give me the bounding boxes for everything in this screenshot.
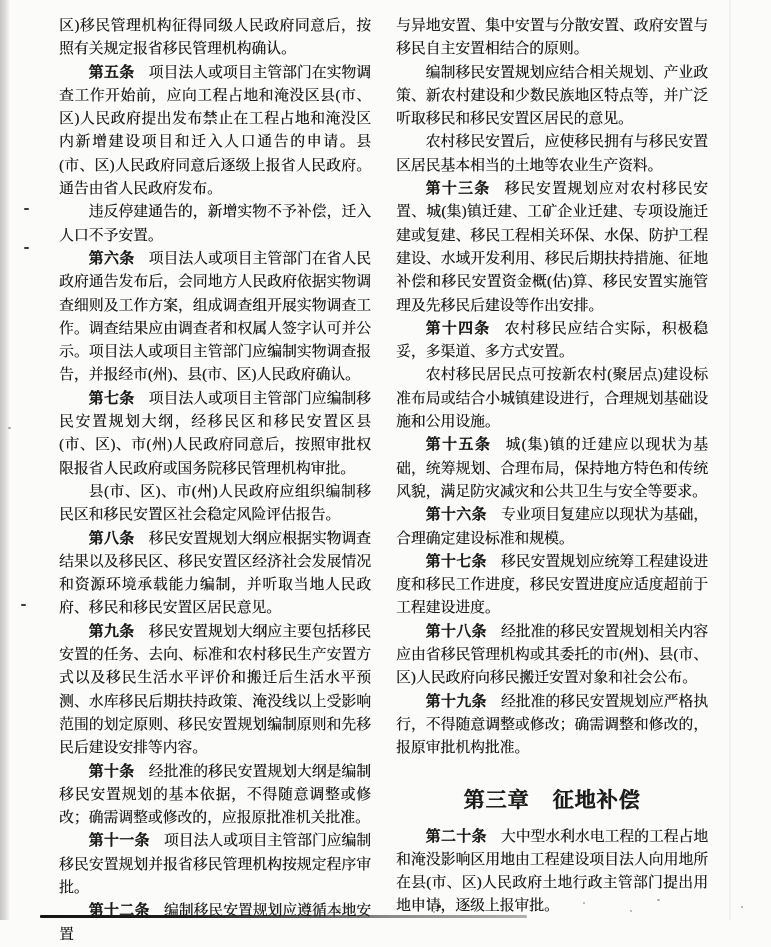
paragraph-text: 项目法人或项目主管部门在实物调查工作开始前，应向工程占地和淹没区县(市、区)人民政府提出发布禁止在工程占地和淹没区内新增建设项目和迁入人口通告的申请。县(市、区)人民政府同意后逐级上报省人民政府。通告由省人民政府发布。 <box>59 64 371 198</box>
paragraph-text: 农村移民安置后，应使移民拥有与移民安置区居民基本相当的土地等农业生产资料。 <box>396 134 708 174</box>
paragraph <box>396 364 708 434</box>
ink-speck <box>24 247 29 249</box>
article-number: 第八条 <box>88 530 135 547</box>
article-paragraph <box>59 621 371 761</box>
paragraph-text: 编制移民安置规划应遵循本地安置 <box>59 903 372 943</box>
ink-speck <box>8 427 11 429</box>
ink-speck <box>741 906 743 908</box>
paragraph-text: 与异地安置、集中安置与分散安置、政府安置与移民自主安置相结合的原则。 <box>396 18 708 58</box>
paragraph <box>59 201 371 248</box>
article-number: 第十三条 <box>425 181 491 198</box>
article-paragraph <box>59 900 371 947</box>
article-number: 第十二条 <box>88 903 150 920</box>
article-number: 第二十条 <box>425 828 487 845</box>
left-text-column <box>59 15 371 947</box>
paragraph-text: 移民安置规划大纲应主要包括移民安置的任务、去向、标准和农村移民生产安置方式以及移民生活水平评价和搬迁后生活水平预测、水库移民后期扶持政策、淹没线以上受影响范围的划定原则、移民安置规划编制原则和先移民后建设安排等内容。 <box>59 623 371 757</box>
paragraph-text: 农村移民应结合实际，积极稳妥，多渠道、多方式安置。 <box>396 320 708 361</box>
paragraph <box>396 131 708 178</box>
article-paragraph <box>396 504 708 551</box>
paragraph-text: 大中型水利水电工程的工程占地和淹没影响区用地由工程建设项目法人向用地所在县(市、区)人民政府土地行政主管部门提出用地申请，逐级上报审批。 <box>396 828 709 915</box>
paragraph-text: 经批准的移民安置规划相关内容应由省移民管理机构或其委托的市(州)、县(市、区)人民政府向移民搬迁安置对象和社会公布。 <box>396 623 709 687</box>
paragraph-text: 移民安置规划应统筹工程建设进度和移民工作进度，移民安置进度应适度超前于工程建设进度。 <box>396 553 709 617</box>
article-paragraph <box>59 62 371 202</box>
paragraph-text: 县(市、区)、市(州)人民政府应组织编制移民区和移民安置区社会稳定风险评估报告。 <box>59 483 371 524</box>
chapter-title: 征地补偿 <box>552 787 641 812</box>
article-number: 第十五条 <box>425 437 492 454</box>
paragraph-text: 编制移民安置规划应结合相关规划、产业政策、新农村建设和少数民族地区特点等，并广泛听取移民和移民安置区居民的意见。 <box>396 64 708 128</box>
article-number: 第六条 <box>88 250 135 267</box>
paragraph-text: 城(集)镇的迁建应以现状为基础，统筹规划、合理布局，保持地方特色和传统风貌，满足防灾减灾和公共卫生与安全等要求。 <box>396 437 708 500</box>
paragraph-text: 移民安置规划大纲应根据实物调查结果以及移民区、移民安置区经济社会发展情况和资源环境承载能力编制，并听取当地人民政府、移民和移民安置区居民意见。 <box>59 530 371 617</box>
paragraph-text: 农村移民居民点可按新农村(聚居点)建设标准布局或结合小城镇建设进行，合理规划基础设施和公用设施。 <box>396 367 708 431</box>
paragraph-text: 经批准的移民安置规划大纲是编制移民安置规划的基本依据，不得随意调整或修改；确需调整或修改的，应报原批准机关批准。 <box>59 763 371 827</box>
article-number: 第十八条 <box>425 623 487 640</box>
paragraph <box>59 15 371 62</box>
ink-speck <box>21 604 26 606</box>
paragraph-text: 项目法人或项目主管部门应编制移民安置规划并报省移民管理机构按规定程序审批。 <box>59 833 372 896</box>
paragraph <box>396 62 708 132</box>
paragraph <box>396 15 708 62</box>
page-fold-line <box>729 0 731 920</box>
article-paragraph <box>59 761 371 831</box>
ink-speck <box>24 208 29 210</box>
paragraph-text: 移民安置规划应对农村移民安置、城(集)镇迁建、工矿企业迁建、专项设施迁建或复建、移民工程相关环保、水保、防护工程建设、水域开发利用、移民后期扶持措施、征地补偿和移民安置资金概(估)算、移民安置实施管理及先移民后建设等作出安排。 <box>396 181 708 314</box>
article-paragraph <box>59 248 371 388</box>
chapter-heading <box>396 785 708 815</box>
article-number: 第七条 <box>88 390 135 407</box>
paragraph-text: 项目法人或项目主管部门在省人民政府通告发布后，会同地方人民政府依据实物调查细则及工作方案，组成调查组开展实物调查工作。调查结果应由调查者和权属人签字认可并公示。项目法人或项目主管部门应编制实物调查报告，并报经市(州)、县(市、区)人民政府确认。 <box>59 250 371 384</box>
paragraph-text: 违反停建通告的，新增实物不予补偿，迁入人口不予安置。 <box>59 204 371 244</box>
article-number: 第十六条 <box>425 507 487 524</box>
article-number: 第十条 <box>88 763 135 780</box>
paragraph-text: 专业项目复建应以现状为基础，合理确定建设标准和规模。 <box>396 507 709 547</box>
paragraph-text: 项目法人或项目主管部门应编制移民安置规划大纲，经移民区和移民安置区县(市、区)、市(州)人民政府同意后，按照审批权限报省人民政府或国务院移民管理机构审批。 <box>59 390 371 477</box>
article-number: 第十七条 <box>425 553 487 570</box>
article-number: 第十九条 <box>425 693 487 710</box>
chapter-number: 第三章 <box>463 787 530 812</box>
article-paragraph <box>396 691 708 761</box>
article-number: 第九条 <box>88 623 135 640</box>
paragraph <box>59 481 371 528</box>
scan-edge-shadow <box>0 0 10 920</box>
article-paragraph <box>396 551 708 621</box>
article-number: 第十一条 <box>88 833 150 850</box>
article-paragraph <box>396 434 708 504</box>
article-paragraph <box>59 528 371 621</box>
paragraph-text: 区)移民管理机构征得同级人民政府同意后，按照有关规定报省移民管理机构确认。 <box>59 18 371 58</box>
article-number: 第十四条 <box>425 320 491 337</box>
article-paragraph <box>59 830 371 900</box>
article-paragraph <box>396 318 708 365</box>
article-paragraph <box>396 826 708 919</box>
paragraph-text: 经批准的移民安置规划应严格执行，不得随意调整或修改；确需调整和修改的，报原审批机构批准。 <box>396 693 709 757</box>
article-paragraph <box>396 621 708 691</box>
right-text-column <box>396 15 708 919</box>
article-number: 第五条 <box>88 64 135 81</box>
article-paragraph <box>59 388 371 481</box>
article-paragraph <box>396 178 708 318</box>
